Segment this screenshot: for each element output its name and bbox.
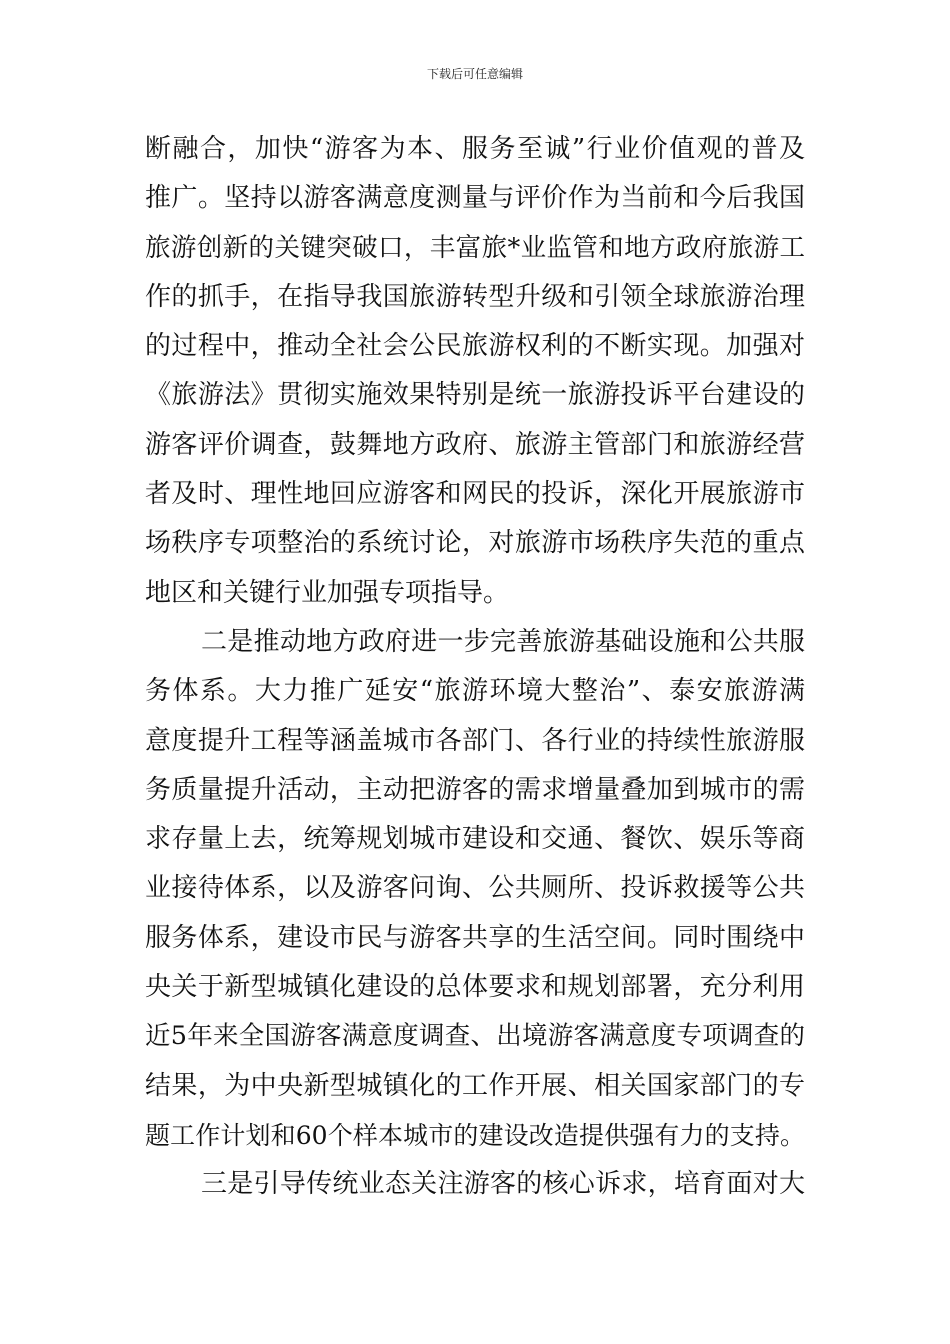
text-line: 服务体系，建设市民与游客共享的生活空间。同时围绕中 xyxy=(145,922,805,953)
text-line: 近5年来全国游客满意度调查、出境游客满意度专项调查的 xyxy=(145,1021,805,1052)
text-line: 业接待体系，以及游客问询、公共厕所、投诉救援等公共 xyxy=(145,873,805,904)
text-line: 题工作计划和60个样本城市的建设改造提供强有力的支持。 xyxy=(145,1120,805,1150)
page-header: 下载后可任意编辑 xyxy=(426,67,523,81)
text-line: 场秩序专项整治的系统讨论，对旅游市场秩序失范的重点 xyxy=(145,528,805,559)
paragraph-start-line: 三是引导传统业态关注游客的核心诉求，培育面对大 xyxy=(201,1169,805,1200)
text-line: 地区和关键行业加强专项指导。 xyxy=(145,577,510,608)
text-line: 求存量上去，统筹规划城市建设和交通、餐饮、娱乐等商 xyxy=(145,824,805,855)
text-line: 作的抓手，在指导我国旅游转型升级和引领全球旅游治理 xyxy=(145,281,805,312)
text-line: 《旅游法》贯彻实施效果特别是统一旅游投诉平台建设的 xyxy=(145,380,805,411)
text-line: 游客评价调查，鼓舞地方政府、旅游主管部门和旅游经营 xyxy=(145,429,805,460)
text-line: 旅游创新的关键突破口，丰富旅*业监管和地方政府旅游工 xyxy=(145,232,805,263)
body-text xyxy=(145,125,805,1210)
text-line: 的过程中，推动全社会公民旅游权利的不断实现。加强对 xyxy=(145,331,805,362)
text-line: 断融合，加快“游客为本、服务至诚”行业价值观的普及 xyxy=(145,134,805,164)
text-line: 央关于新型城镇化建设的总体要求和规划部署，充分利用 xyxy=(145,972,805,1003)
text-line: 意度提升工程等涵盖城市各部门、各行业的持续性旅游服 xyxy=(145,725,805,756)
text-line: 务体系。大力推广延安“旅游环境大整治”、泰安旅游满 xyxy=(145,676,805,707)
text-line: 者及时、理性地回应游客和网民的投诉，深化开展旅游市 xyxy=(145,479,805,510)
text-line: 结果，为中央新型城镇化的工作开展、相关国家部门的专 xyxy=(145,1070,805,1101)
text-line: 推广。坚持以游客满意度测量与评价作为当前和今后我国 xyxy=(145,183,805,214)
paragraph-start-line: 二是推动地方政府进一步完善旅游基础设施和公共服 xyxy=(201,626,805,657)
text-line: 务质量提升活动，主动把游客的需求增量叠加到城市的需 xyxy=(145,774,805,805)
